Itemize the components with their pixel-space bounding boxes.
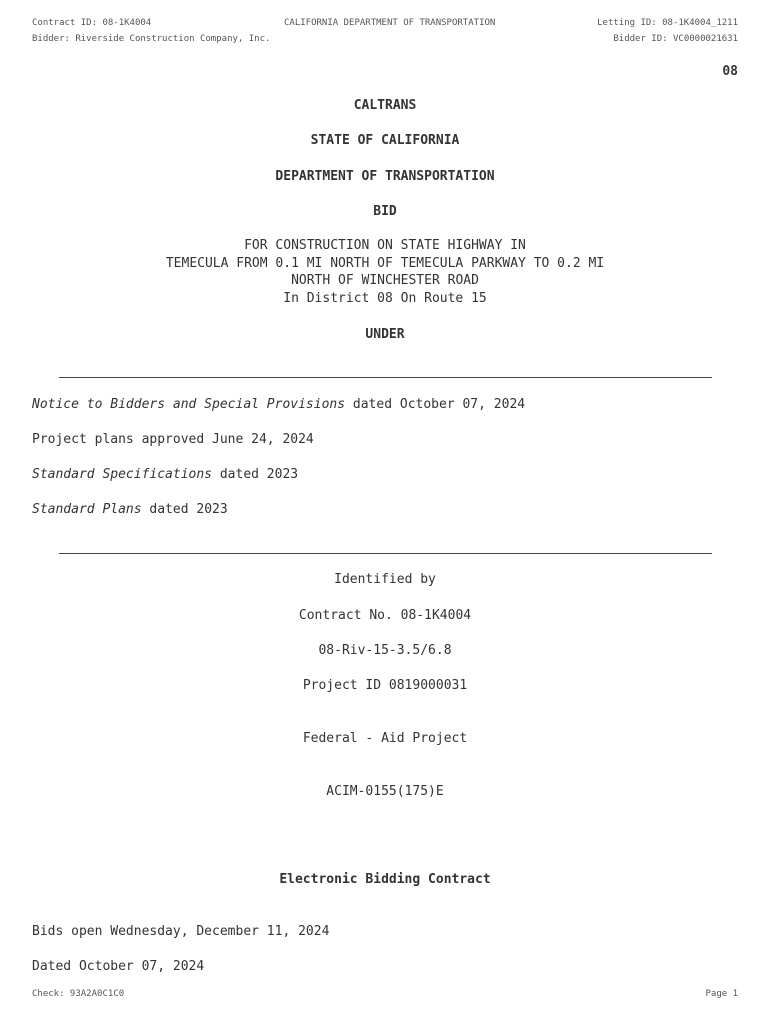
title-state: STATE OF CALIFORNIA xyxy=(310,133,460,148)
std-plans-title: Standard Plans xyxy=(32,502,142,517)
district-number: 08 xyxy=(722,64,738,79)
divider-top xyxy=(59,377,712,378)
plans-line: Project plans approved June 24, 2024 xyxy=(32,432,314,447)
construction-line-1: FOR CONSTRUCTION ON STATE HIGHWAY IN xyxy=(244,238,526,253)
electronic-bidding-title: Electronic Bidding Contract xyxy=(279,872,491,887)
contract-no: Contract No. 08-1K4004 xyxy=(298,608,472,623)
footer-page: Page 1 xyxy=(705,989,738,999)
federal-aid: Federal - Aid Project xyxy=(302,731,468,746)
header-contract-id: Contract ID: 08-1K4004 xyxy=(32,18,152,28)
bids-open: Bids open Wednesday, December 11, 2024 xyxy=(32,924,330,939)
specs-date: dated 2023 xyxy=(212,467,299,482)
under-label: UNDER xyxy=(365,327,405,342)
title-department: DEPARTMENT OF TRANSPORTATION xyxy=(275,169,495,184)
std-plans-date: dated 2023 xyxy=(141,502,228,517)
project-id: Project ID 0819000031 xyxy=(302,678,468,693)
std-plans-line xyxy=(32,501,228,518)
construction-line-2: TEMECULA FROM 0.1 MI NORTH OF TEMECULA PARKWAY TO 0.2 MI xyxy=(165,256,605,271)
specs-title: Standard Specifications xyxy=(32,467,213,482)
specs-line xyxy=(32,466,298,483)
footer-check: Check: 93A2A0C1C0 xyxy=(32,989,125,999)
notice-date: dated October 07, 2024 xyxy=(345,397,526,412)
federal-aid-number: ACIM-0155(175)E xyxy=(326,784,444,799)
construction-line-4: In District 08 On Route 15 xyxy=(283,291,487,306)
identified-by: Identified by xyxy=(334,572,436,587)
header-letting-id: Letting ID: 08-1K4004_1211 xyxy=(597,18,738,28)
route-id: 08-Riv-15-3.5/6.8 xyxy=(318,643,452,658)
header-department: CALIFORNIA DEPARTMENT OF TRANSPORTATION xyxy=(284,18,496,28)
construction-line-3: NORTH OF WINCHESTER ROAD xyxy=(291,273,479,288)
title-caltrans: CALTRANS xyxy=(353,98,417,113)
header-bidder: Bidder: Riverside Construction Company, Inc. xyxy=(32,34,271,44)
divider-bottom xyxy=(59,553,712,554)
notice-line xyxy=(32,396,525,413)
title-bid: BID xyxy=(373,204,397,219)
dated-line: Dated October 07, 2024 xyxy=(32,959,205,974)
header-bidder-id: Bidder ID: VC0000021631 xyxy=(613,34,738,44)
notice-title: Notice to Bidders and Special Provisions xyxy=(32,397,346,412)
